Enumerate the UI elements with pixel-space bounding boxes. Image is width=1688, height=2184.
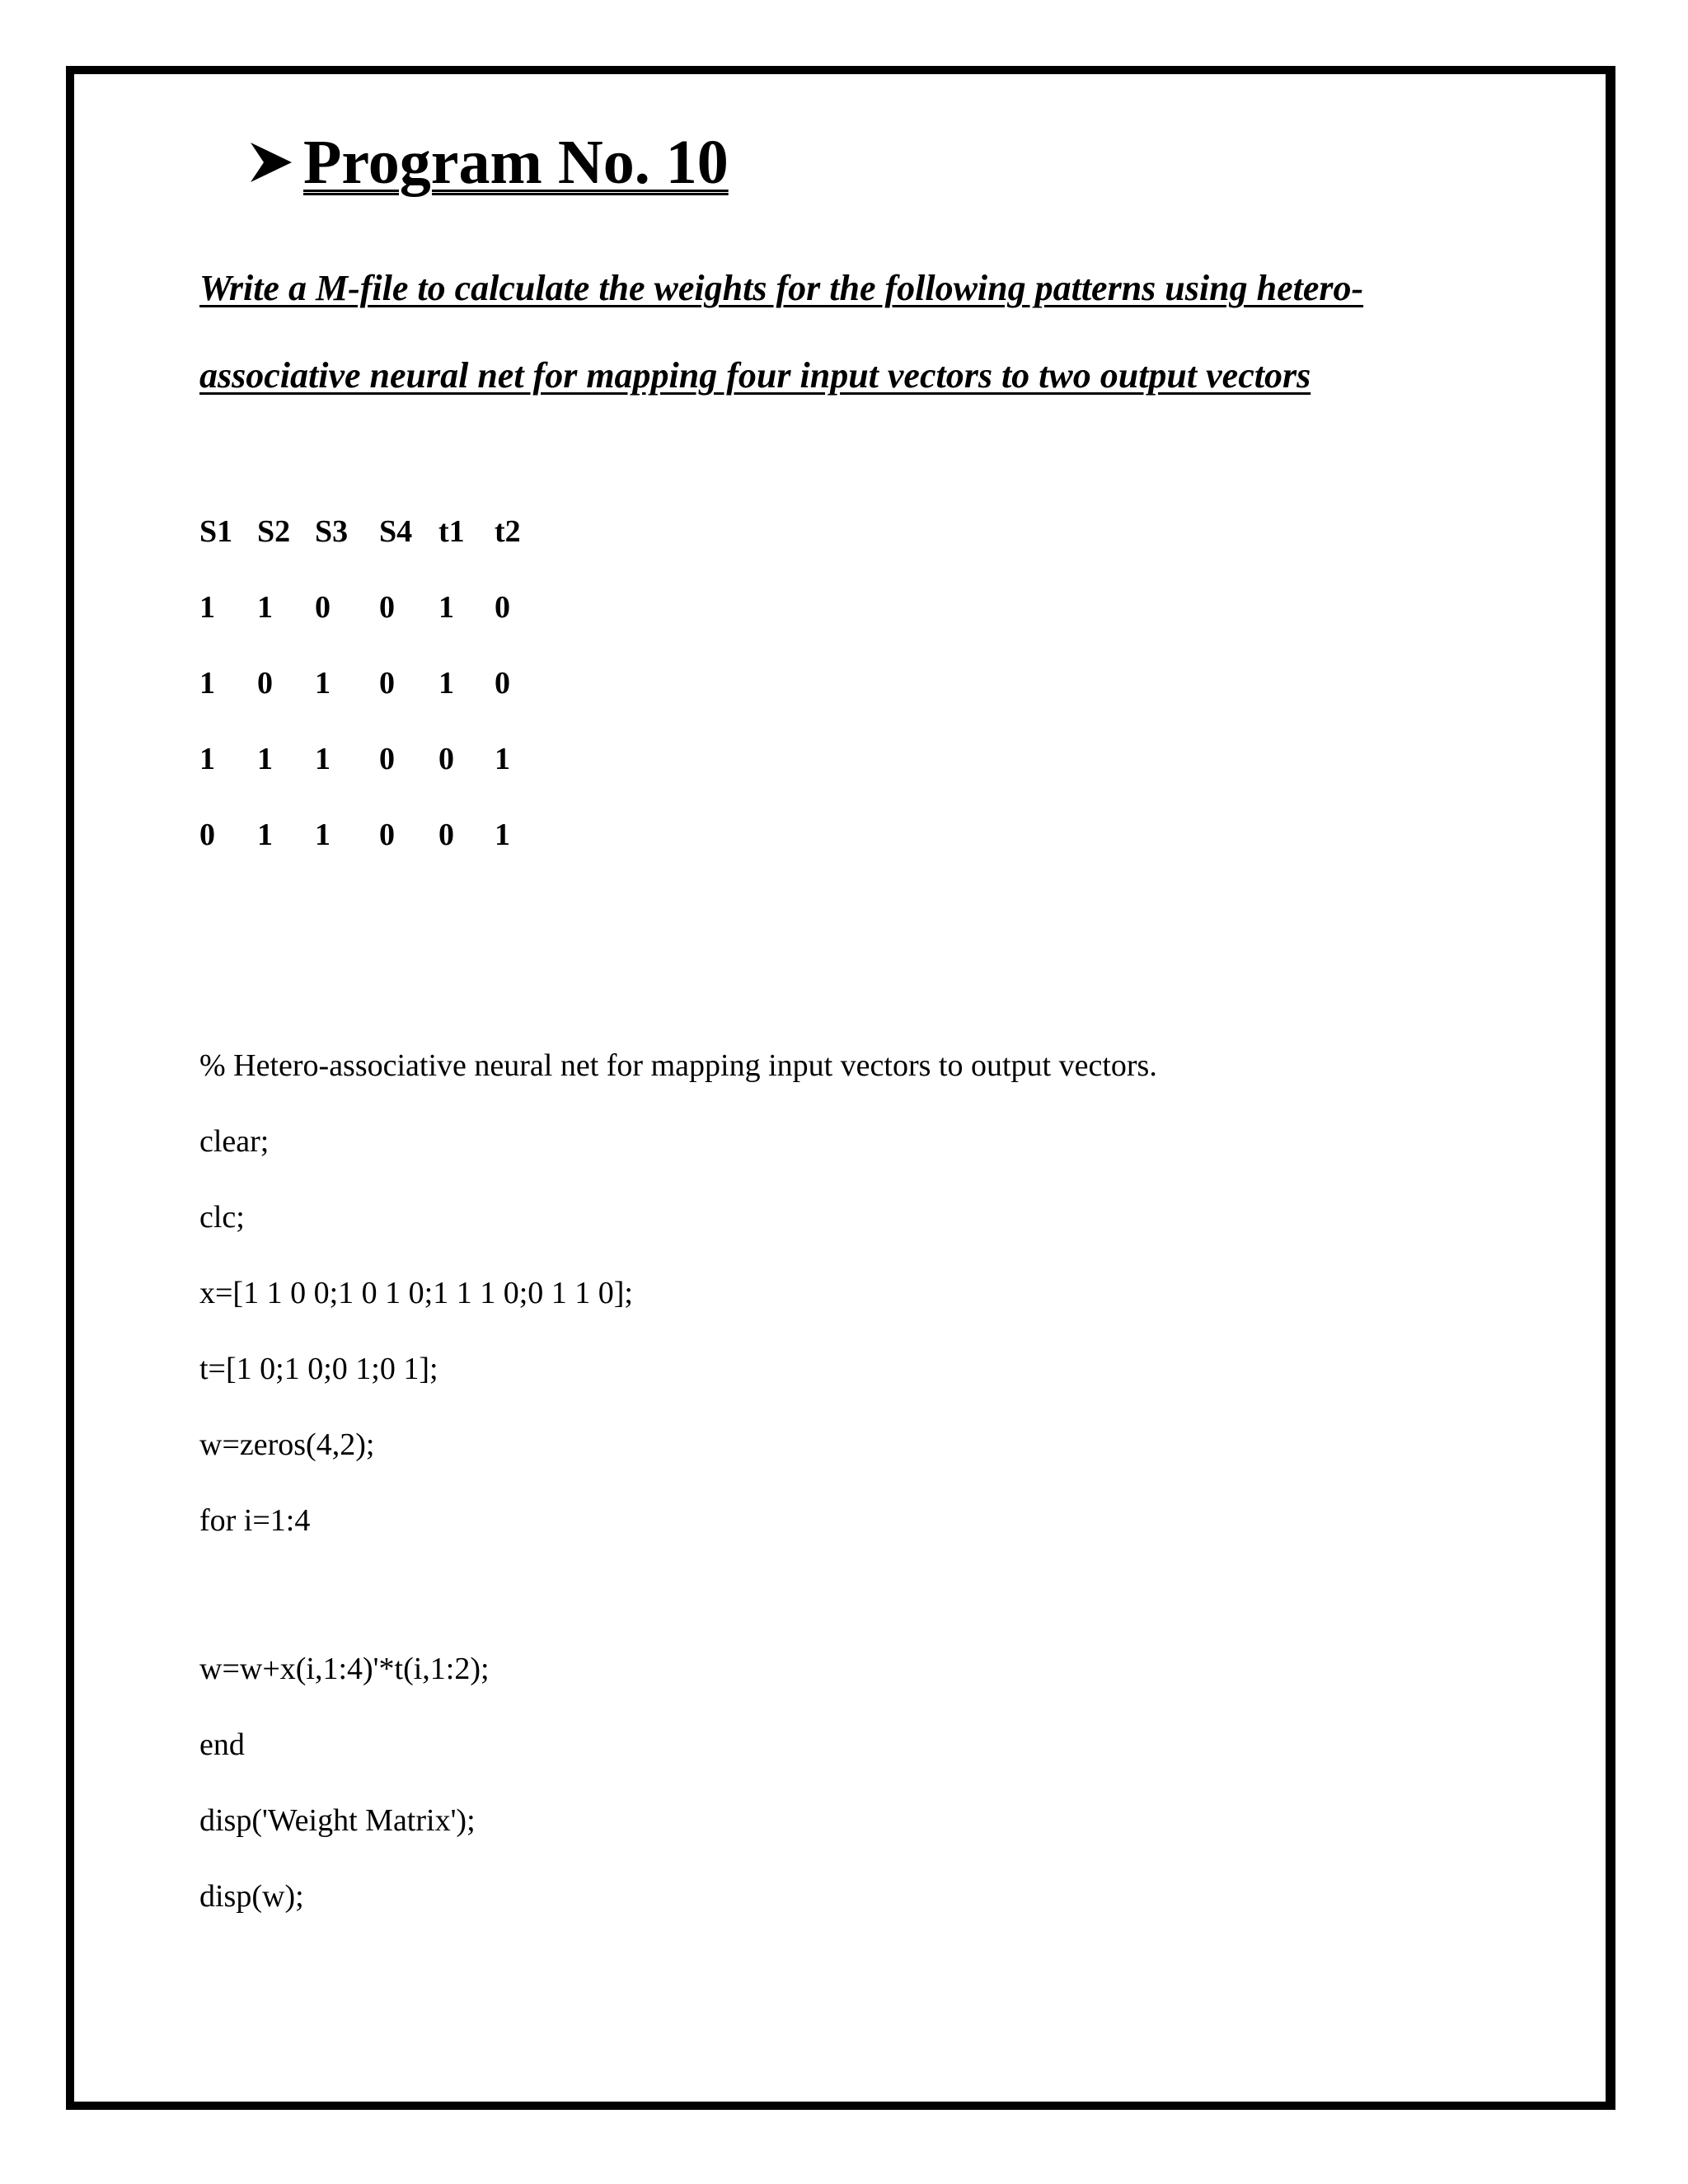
table-cell: 1 (495, 818, 510, 852)
table-cell: 0 (495, 666, 510, 701)
code-line: disp('Weight Matrix'); (199, 1803, 476, 1838)
table-cell: 0 (438, 818, 454, 852)
code-line: clc; (199, 1200, 245, 1235)
code-line: clear; (199, 1124, 270, 1159)
code-line: x=[1 1 0 0;1 0 1 0;1 1 1 0;0 1 1 0]; (199, 1276, 633, 1310)
program-title: Program No. 10 (303, 128, 729, 197)
table-cell: 0 (199, 818, 215, 852)
column-header: t2 (495, 514, 521, 549)
table-cell: 0 (315, 590, 331, 625)
column-header: S1 (199, 514, 233, 549)
table-cell: 0 (379, 742, 395, 776)
table-cell: 1 (257, 590, 273, 625)
table-cell: 0 (438, 742, 454, 776)
table-cell: 0 (379, 818, 395, 852)
column-header: S3 (315, 514, 349, 549)
table-cell: 1 (315, 818, 331, 852)
table-cell: 1 (495, 742, 510, 776)
table-cell: 0 (379, 590, 395, 625)
table-cell: 0 (257, 666, 273, 701)
table-cell: 1 (199, 590, 215, 625)
table-cell: 0 (495, 590, 510, 625)
code-line: w=w+x(i,1:4)'*t(i,1:2); (199, 1652, 490, 1686)
task-description-line: associative neural net for mapping four input vectors to two output vectors (199, 355, 1311, 396)
table-cell: 1 (257, 742, 273, 776)
table-cell: 1 (199, 742, 215, 776)
code-line: for i=1:4 (199, 1503, 311, 1538)
table-cell: 1 (257, 818, 273, 852)
code-line: % Hetero-associative neural net for mapping input vectors to output vectors. (199, 1048, 1157, 1083)
table-cell: 1 (199, 666, 215, 701)
program-heading (247, 125, 729, 199)
code-line: w=zeros(4,2); (199, 1427, 375, 1462)
table-cell: 1 (315, 666, 331, 701)
column-header: S2 (257, 514, 291, 549)
table-cell: 1 (315, 742, 331, 776)
arrow-right-icon (247, 139, 295, 185)
table-cell: 1 (438, 666, 454, 701)
table-cell: 1 (438, 590, 454, 625)
task-description-line: Write a M-file to calculate the weights for the following patterns using hetero- (199, 268, 1364, 308)
code-line: disp(w); (199, 1879, 304, 1914)
column-header: S4 (379, 514, 413, 549)
table-cell: 0 (379, 666, 395, 701)
column-header: t1 (438, 514, 465, 549)
code-line: end (199, 1727, 245, 1762)
code-line: t=[1 0;1 0;0 1;0 1]; (199, 1352, 438, 1386)
